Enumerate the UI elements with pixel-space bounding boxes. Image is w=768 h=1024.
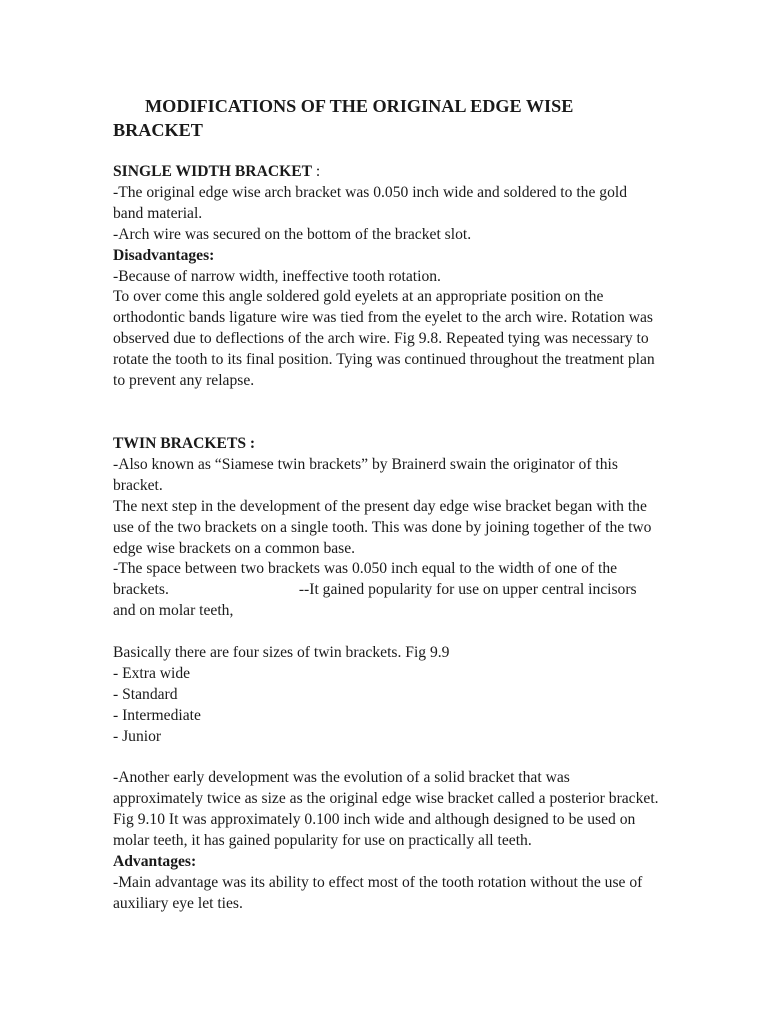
- single-width-section: [113, 162, 661, 392]
- size-item-junior: - Junior: [113, 727, 162, 745]
- blank-line: [113, 622, 661, 643]
- twin-brackets-heading: TWIN BRACKETS :: [113, 434, 256, 452]
- size-item-extra-wide: - Extra wide: [113, 664, 191, 682]
- single-width-paragraph-1: -The original edge wise arch bracket was 0.050 inch wide and soldered to the gold band material.: [113, 183, 627, 222]
- document-title: MODIFICATIONS OF THE ORIGINAL EDGE WISE BRACKET: [113, 96, 574, 140]
- advantages-heading: Advantages:: [113, 853, 197, 871]
- size-item-standard: - Standard: [113, 685, 178, 703]
- single-width-heading: SINGLE WIDTH BRACKET: [113, 163, 313, 180]
- single-width-paragraph-4: To over come this angle soldered gold eyelets at an appropriate position on the orthodontic bands ligature wire was tied from the eyelet to the arch wire. Rotation was observed due to deflections of the arch wire. Fig 9.8. Repeated tying was necessary to rotate the tooth to its final position. Tying was continued throughout the treatment plan to prevent any relapse.: [113, 288, 655, 390]
- twin-paragraph-1: -Also known as “Siamese twin brackets” by Brainerd swain the originator of this bracket.: [113, 455, 618, 494]
- single-width-heading-line: [113, 162, 661, 183]
- twin-paragraph-5: -Main advantage was its ability to effect most of the tooth rotation without the use of auxiliary eye let ties.: [113, 873, 643, 912]
- single-width-paragraph-3: -Because of narrow width, ineffective tooth rotation.: [113, 267, 441, 285]
- size-item-intermediate: - Intermediate: [113, 706, 201, 724]
- disadvantages-heading: Disadvantages:: [113, 246, 215, 264]
- sizes-intro: Basically there are four sizes of twin brackets. Fig 9.9: [113, 644, 450, 662]
- twin-paragraph-2: The next step in the development of the present day edge wise bracket began with the use of the two brackets on a single tooth. This was done by joining together of the two edge wise brackets on a common base.: [113, 497, 652, 557]
- twin-brackets-section: [113, 434, 661, 915]
- twin-paragraph-3: [113, 559, 661, 622]
- single-width-heading-suffix: :: [312, 163, 321, 180]
- twin-paragraph-4: -Another early development was the evolution of a solid bracket that was approximately twice as size as the original edge wise bracket called a posterior bracket. Fig 9.10 It was approximately 0.100 inch wide and although designed to be used on molar teeth, it has gained popularity for use on practically all teeth.: [113, 769, 659, 850]
- document-page: [113, 94, 661, 915]
- single-width-paragraph-2: -Arch wire was secured on the bottom of the bracket slot.: [113, 225, 472, 243]
- blank-line: [113, 748, 661, 769]
- twin-paragraph-3a: -The space between two brackets was 0.050 inch equal to the width of one of the brackets.: [113, 560, 618, 599]
- twin-paragraph-3b: --It gained popularity for use on upper central incisors and on molar teeth,: [113, 581, 637, 620]
